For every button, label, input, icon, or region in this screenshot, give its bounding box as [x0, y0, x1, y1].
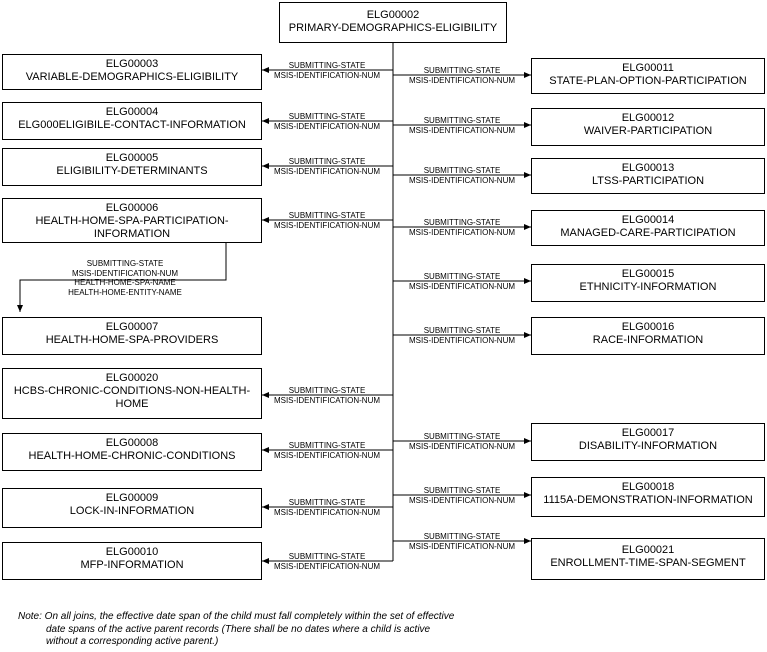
- entity-box-elg00021: [531, 538, 765, 580]
- entity-box-elg00004: [2, 102, 262, 140]
- join-label: SUBMITTING-STATE MSIS-IDENTIFICATION-NUM: [408, 272, 516, 291]
- entity-code: ELG00012: [621, 112, 675, 124]
- entity-name: ELIGIBILITY-DETERMINANTS: [56, 165, 208, 177]
- join-label: SUBMITTING-STATE MSIS-IDENTIFICATION-NUM: [273, 498, 381, 517]
- entity-box-elg00014: [531, 210, 765, 246]
- entity-name: STATE-PLAN-OPTION-PARTICIPATION: [549, 75, 747, 87]
- entity-name: MFP-INFORMATION: [80, 559, 184, 571]
- entity-box-elg00015: [531, 264, 765, 302]
- entity-box-elg00011: [531, 58, 765, 94]
- entity-box-elg00005: [2, 148, 262, 186]
- entity-code: ELG00006: [105, 202, 159, 214]
- entity-code: ELG00003: [105, 58, 159, 70]
- entity-name: DISABILITY-INFORMATION: [578, 440, 718, 452]
- entity-box-elg00010: [2, 542, 262, 580]
- join-label: SUBMITTING-STATE MSIS-IDENTIFICATION-NUM: [408, 66, 516, 85]
- entity-code: ELG00021: [621, 544, 675, 556]
- join-label: SUBMITTING-STATE MSIS-IDENTIFICATION-NUM: [408, 432, 516, 451]
- join-label: SUBMITTING-STATE MSIS-IDENTIFICATION-NUM: [273, 441, 381, 460]
- join-label: SUBMITTING-STATE MSIS-IDENTIFICATION-NUM: [408, 326, 516, 345]
- entity-box-elg00020: [2, 368, 262, 419]
- entity-name: HCBS-CHRONIC-CONDITIONS-NON-HEALTH-HOME: [13, 385, 251, 410]
- join-label: SUBMITTING-STATE MSIS-IDENTIFICATION-NUM: [408, 486, 516, 505]
- entity-code: ELG00017: [621, 427, 675, 439]
- entity-box-elg00009: [2, 488, 262, 528]
- footnote-line: without a corresponding active parent.): [46, 636, 219, 647]
- entity-box-elg00018: [531, 477, 765, 517]
- footnote-line: date spans of the active parent records (There shall be no dates where a child is active: [46, 623, 431, 635]
- entity-code: ELG00008: [105, 437, 159, 449]
- entity-name: LTSS-PARTICIPATION: [591, 175, 705, 187]
- entity-code: ELG00020: [105, 372, 159, 384]
- entity-code: ELG00013: [621, 162, 675, 174]
- entity-box-elg00002: [279, 2, 507, 43]
- entity-name: VARIABLE-DEMOGRAPHICS-ELIGIBILITY: [25, 71, 239, 83]
- entity-name: HEALTH-HOME-SPA-PROVIDERS: [45, 334, 219, 346]
- entity-code: ELG00010: [105, 546, 159, 558]
- entity-name: HEALTH-HOME-CHRONIC-CONDITIONS: [28, 450, 236, 462]
- join-label: SUBMITTING-STATE MSIS-IDENTIFICATION-NUM: [273, 386, 381, 405]
- join-label: SUBMITTING-STATE MSIS-IDENTIFICATION-NUM: [273, 211, 381, 230]
- entity-code: ELG00004: [105, 106, 159, 118]
- entity-code: ELG00007: [105, 321, 159, 333]
- entity-code: ELG00005: [105, 152, 159, 164]
- join-label: SUBMITTING-STATE MSIS-IDENTIFICATION-NUM: [273, 552, 381, 571]
- entity-box-elg00013: [531, 158, 765, 194]
- entity-name: ENROLLMENT-TIME-SPAN-SEGMENT: [550, 557, 746, 569]
- entity-name: 1115A-DEMONSTRATION-INFORMATION: [543, 494, 753, 506]
- entity-name: RACE-INFORMATION: [592, 334, 704, 346]
- entity-code: ELG00002: [366, 9, 420, 21]
- join-label: SUBMITTING-STATE MSIS-IDENTIFICATION-NUM: [408, 116, 516, 135]
- entity-code: ELG00018: [621, 481, 675, 493]
- join-label: SUBMITTING-STATE MSIS-IDENTIFICATION-NUM: [408, 218, 516, 237]
- entity-box-elg00003: [2, 54, 262, 90]
- entity-box-elg00016: [531, 317, 765, 355]
- entity-name: MANAGED-CARE-PARTICIPATION: [560, 227, 736, 239]
- footnote: [18, 611, 454, 649]
- entity-box-elg00017: [531, 423, 765, 461]
- join-label-elg00007: SUBMITTING-STATE MSIS-IDENTIFICATION-NUM HEALTH-HOME-SPA-NAME HEALTH-HOME-ENTITY-NAME: [68, 259, 182, 297]
- entity-code: ELG00009: [105, 492, 159, 504]
- entity-name: HEALTH-HOME-SPA-PARTICIPATION-INFORMATION: [35, 215, 229, 240]
- entity-box-elg00012: [531, 108, 765, 146]
- join-label: SUBMITTING-STATE MSIS-IDENTIFICATION-NUM: [273, 157, 381, 176]
- footnote-line: Note: On all joins, the effective date span of the child must fall completely within the set of effective: [18, 611, 455, 622]
- join-label: SUBMITTING-STATE MSIS-IDENTIFICATION-NUM: [408, 166, 516, 185]
- entity-code: ELG00016: [621, 321, 675, 333]
- join-label: SUBMITTING-STATE MSIS-IDENTIFICATION-NUM: [273, 61, 381, 80]
- join-label: SUBMITTING-STATE MSIS-IDENTIFICATION-NUM: [408, 532, 516, 551]
- entity-code: ELG00011: [622, 62, 674, 74]
- entity-box-elg00006: [2, 198, 262, 243]
- entity-name: WAIVER-PARTICIPATION: [583, 125, 713, 137]
- entity-code: ELG00015: [621, 268, 675, 280]
- entity-code: ELG00014: [621, 214, 675, 226]
- entity-box-elg00007: [2, 317, 262, 355]
- entity-name: LOCK-IN-INFORMATION: [69, 505, 195, 517]
- entity-name: ELG000ELIGIBILE-CONTACT-INFORMATION: [18, 119, 246, 131]
- join-label: SUBMITTING-STATE MSIS-IDENTIFICATION-NUM: [273, 112, 381, 131]
- entity-name: PRIMARY-DEMOGRAPHICS-ELIGIBILITY: [288, 22, 498, 34]
- entity-box-elg00008: [2, 433, 262, 471]
- entity-name: ETHNICITY-INFORMATION: [579, 281, 717, 293]
